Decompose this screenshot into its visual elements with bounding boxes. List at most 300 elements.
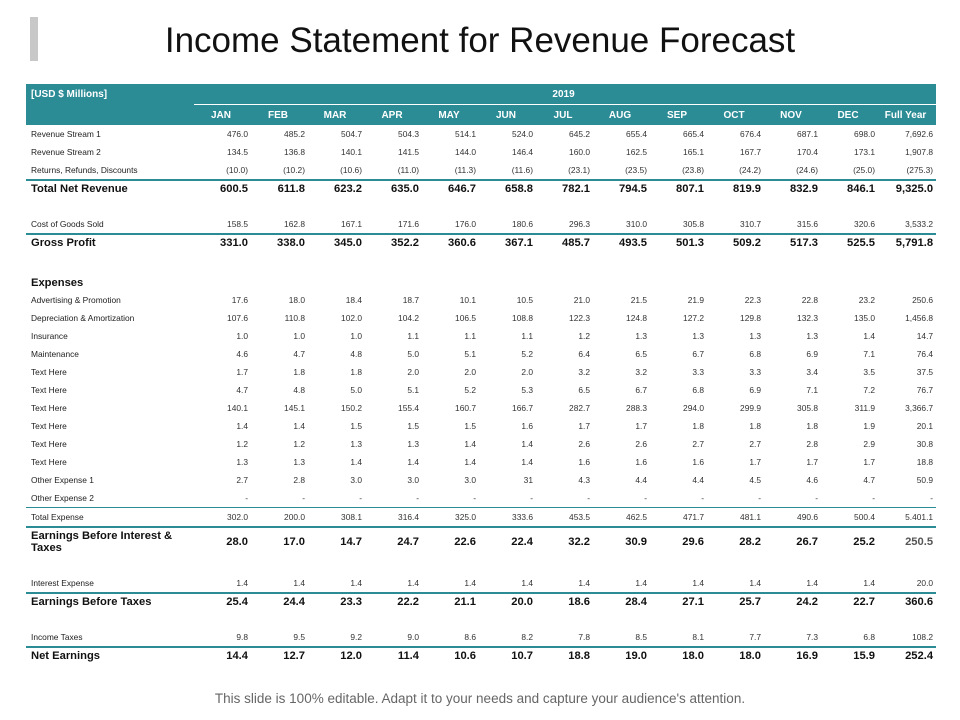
value-cell: 10.6 [422,647,479,664]
row-label: Text Here [31,457,67,467]
value-cell: 18.6 [536,593,593,610]
value-cell: 23.2 [858,295,875,305]
value-cell: 136.8 [284,147,305,157]
column-header: JUN [479,105,536,126]
value-cell: 471.7 [650,508,707,528]
value-cell: 3.5 [863,367,875,377]
value-cell: 29.6 [650,527,707,556]
value-cell: 30.8 [916,439,934,449]
row-label: Depreciation & Amortization [31,313,135,323]
row-label: Text Here [31,403,67,413]
column-header: MAY [422,105,479,126]
value-cell: 18.0 [707,647,764,664]
row-label: Text Here [31,421,67,431]
value-cell: 1.2 [236,439,248,449]
value-cell: 5.1 [407,385,419,395]
value-cell: 6.9 [749,385,761,395]
value-cell: 1.4 [464,439,476,449]
total-row [26,593,936,610]
value-cell: 331.0 [194,234,251,251]
value-cell: 481.1 [707,508,764,528]
value-cell: 476.0 [227,129,248,139]
table-row [26,291,936,309]
value-cell: 504.3 [398,129,419,139]
value-cell: - [245,493,248,503]
value-cell: 28.2 [707,527,764,556]
row-label: Advertising & Promotion [31,295,121,305]
spacer-row [26,610,936,628]
value-cell: 1.4 [863,578,875,588]
spacer-row [26,556,936,574]
row-label: Other Expense 2 [31,493,94,503]
table-row [26,215,936,234]
value-cell: (24.2) [739,165,761,175]
column-header: Full Year [878,105,936,126]
value-cell: 25.7 [707,593,764,610]
section-header-row [26,267,936,291]
value-cell: 180.6 [512,219,533,229]
row-label: Cost of Goods Sold [31,219,104,229]
value-cell: 146.4 [512,147,533,157]
value-cell: 1.3 [806,331,818,341]
row-label: Text Here [31,439,67,449]
value-cell: 315.6 [797,219,818,229]
value-cell: 32.2 [536,527,593,556]
value-cell: 1.3 [350,439,362,449]
value-cell: 9.8 [236,632,248,642]
value-cell: 6.5 [635,349,647,359]
value-cell: 3.3 [692,367,704,377]
value-cell: 5.1 [464,349,476,359]
value-cell: 623.2 [308,180,365,197]
value-cell: 24.4 [251,593,308,610]
value-cell: 21.0 [573,295,590,305]
value-cell: - [302,493,305,503]
value-cell: 5.2 [521,349,533,359]
spacer-cell [26,610,936,628]
value-cell: 1.9 [863,421,875,431]
value-cell: 310.0 [626,219,647,229]
table-row [26,143,936,161]
value-cell: 600.5 [194,180,251,197]
value-cell: 28.0 [194,527,251,556]
value-cell: 1,907.8 [905,147,934,157]
value-cell: 162.5 [626,147,647,157]
value-cell: 21.9 [687,295,704,305]
value-cell: 16.9 [764,647,821,664]
value-cell: 305.8 [797,403,818,413]
value-cell: 1.4 [407,578,419,588]
value-cell: 832.9 [764,180,821,197]
value-cell: (23.5) [625,165,647,175]
value-cell: 1.8 [806,421,818,431]
footer-note: This slide is 100% editable. Adapt it to your needs and capture your audience's attention. [214,691,746,706]
value-cell: 22.2 [365,593,422,610]
value-cell: 200.0 [251,508,308,528]
value-cell: 129.8 [740,313,761,323]
value-cell: 4.4 [635,475,647,485]
value-cell: 6.4 [578,349,590,359]
table-row [26,435,936,453]
value-cell: 299.9 [740,403,761,413]
total-row [26,647,936,664]
row-label: Maintenance [31,349,79,359]
value-cell: 22.6 [422,527,479,556]
header-row-year [26,84,936,105]
value-cell: 316.4 [365,508,422,528]
value-cell: 140.1 [341,147,362,157]
value-cell: 1.4 [863,331,875,341]
value-cell: (24.6) [796,165,818,175]
value-cell: 1.4 [521,457,533,467]
value-cell: 367.1 [479,234,536,251]
table-row [26,453,936,471]
value-cell: 6.8 [749,349,761,359]
value-cell: 1.8 [749,421,761,431]
value-cell: 30.9 [593,527,650,556]
value-cell: 1.3 [692,331,704,341]
value-cell: 1.3 [293,457,305,467]
row-label: Earnings Before Taxes [26,593,194,610]
value-cell: 1.4 [293,421,305,431]
value-cell: 1.6 [521,421,533,431]
value-cell: 501.3 [650,234,707,251]
value-cell: 3.3 [749,367,761,377]
value-cell: 8.1 [692,632,704,642]
value-cell: 127.2 [683,313,704,323]
value-cell: 150.2 [341,403,362,413]
table-row [26,363,936,381]
spacer-row [26,251,936,267]
value-cell: 320.6 [854,219,875,229]
column-header: DEC [821,105,878,126]
value-cell: 21.1 [422,593,479,610]
value-cell: 106.5 [455,313,476,323]
value-cell: - [587,493,590,503]
value-cell: 22.3 [744,295,761,305]
value-cell: 635.0 [365,180,422,197]
value-cell: 108.2 [912,632,934,642]
value-cell: 4.7 [236,385,248,395]
value-cell: - [530,493,533,503]
value-cell: 20.0 [916,578,934,588]
header-row-months [26,105,936,126]
value-cell: 665.4 [683,129,704,139]
value-cell: 517.3 [764,234,821,251]
value-cell: 1.5 [464,421,476,431]
value-cell: 25.4 [194,593,251,610]
value-cell: 311.9 [854,403,875,413]
spacer-row [26,197,936,215]
value-cell: - [758,493,761,503]
value-cell: 23.3 [308,593,365,610]
column-header: SEP [650,105,707,126]
value-cell: 28.4 [593,593,650,610]
value-cell: 10.7 [479,647,536,664]
value-cell: 698.0 [854,129,875,139]
value-cell: 19.0 [593,647,650,664]
value-cell: 676.4 [740,129,761,139]
value-cell: (10.2) [283,165,305,175]
value-cell: 1.4 [350,578,362,588]
value-cell: 14.7 [916,331,934,341]
value-cell: 1.4 [464,457,476,467]
row-label: Earnings Before Interest & Taxes [26,527,194,556]
value-cell: 3.0 [464,475,476,485]
value-cell: - [872,493,875,503]
table-row [26,381,936,399]
value-cell: 160.7 [455,403,476,413]
value-cell: 1.7 [806,457,818,467]
page-title: Income Statement for Revenue Forecast [164,21,796,60]
value-cell: 9.5 [293,632,305,642]
column-header: JAN [194,105,251,126]
value-cell: 170.4 [797,147,818,157]
row-label: Interest Expense [31,578,94,588]
value-cell: 490.6 [764,508,821,528]
value-cell: 658.8 [479,180,536,197]
value-cell: 296.3 [569,219,590,229]
value-cell: 1,456.8 [905,313,934,323]
value-cell: 611.8 [251,180,308,197]
value-cell: 37.5 [916,367,934,377]
value-cell: 9.0 [407,632,419,642]
value-cell: 2.6 [578,439,590,449]
value-cell: 819.9 [707,180,764,197]
row-label: Revenue Stream 2 [31,147,101,157]
value-cell: 14.4 [194,647,251,664]
value-cell: 250.6 [912,295,934,305]
value-cell: 5.3 [521,385,533,395]
value-cell: 165.1 [683,147,704,157]
value-cell: (11.3) [454,165,476,175]
value-cell: 24.2 [764,593,821,610]
value-cell: 8.6 [464,632,476,642]
table-row [26,161,936,180]
value-cell: 687.1 [797,129,818,139]
value-cell: 18.8 [536,647,593,664]
value-cell: 104.2 [398,313,419,323]
value-cell: 1.5 [407,421,419,431]
value-cell: 6.5 [578,385,590,395]
value-cell: 1.6 [578,457,590,467]
value-cell: 1.4 [692,578,704,588]
value-cell: 162.8 [284,219,305,229]
column-header: AUG [593,105,650,126]
value-cell: 1.5 [350,421,362,431]
section-header: Expenses [31,277,84,289]
value-cell: 2.9 [863,439,875,449]
value-cell: 3.4 [806,367,818,377]
value-cell: 3.0 [407,475,419,485]
value-cell: 5.2 [464,385,476,395]
value-cell: 107.6 [227,313,248,323]
value-cell: 2.0 [521,367,533,377]
value-cell: 1.0 [293,331,305,341]
value-cell: 11.4 [365,647,422,664]
value-cell: 1.3 [236,457,248,467]
value-cell: 3.0 [350,475,362,485]
value-cell: 22.8 [801,295,818,305]
value-cell: 26.7 [764,527,821,556]
total-row [26,180,936,197]
total-row [26,527,936,556]
value-cell: 1.4 [236,421,248,431]
value-cell: 846.1 [821,180,878,197]
value-cell: 1.8 [350,367,362,377]
value-cell: 655.4 [626,129,647,139]
value-cell: 525.5 [821,234,878,251]
value-cell: 2.7 [749,439,761,449]
value-cell: 500.4 [821,508,878,528]
column-header: OCT [707,105,764,126]
value-cell: 1.8 [692,421,704,431]
value-cell: 2.0 [464,367,476,377]
value-cell: 1.0 [350,331,362,341]
value-cell: 453.5 [536,508,593,528]
value-cell: 1.1 [521,331,533,341]
value-cell: 4.7 [863,475,875,485]
value-cell: 102.0 [341,313,362,323]
value-cell: 7.7 [749,632,761,642]
value-cell: 158.5 [227,219,248,229]
row-label: Net Earnings [26,647,194,664]
value-cell: 360.6 [422,234,479,251]
value-cell: (10.6) [340,165,362,175]
value-cell: 360.6 [878,593,936,610]
value-cell: 5.0 [350,385,362,395]
value-cell: 20.0 [479,593,536,610]
value-cell: 4.5 [749,475,761,485]
value-cell: - [815,493,818,503]
value-cell: - [930,493,934,503]
value-cell: 10.1 [459,295,476,305]
value-cell: 166.7 [512,403,533,413]
row-label: Insurance [31,331,68,341]
value-cell: (11.6) [511,165,533,175]
column-header: MAR [308,105,365,126]
income-statement-table [26,84,936,664]
value-cell: (25.0) [853,165,875,175]
value-cell: 122.3 [569,313,590,323]
table-row [26,628,936,647]
value-cell: 645.2 [569,129,590,139]
row-label: Total Expense [26,508,194,528]
value-cell: 646.7 [422,180,479,197]
value-cell: 514.1 [455,129,476,139]
value-cell: 140.1 [227,403,248,413]
value-cell: 250.5 [878,527,936,556]
value-cell: 1.3 [407,439,419,449]
value-cell: 1.4 [521,578,533,588]
spacer-cell [26,251,936,267]
value-cell: 18.0 [650,647,707,664]
value-cell: 14.7 [308,527,365,556]
table-row [26,309,936,327]
value-cell: 504.7 [341,129,362,139]
value-cell: 8.5 [635,632,647,642]
income-statement-table-wrap [26,84,936,664]
value-cell: 294.0 [683,403,704,413]
value-cell: 167.7 [740,147,761,157]
value-cell: 1.4 [464,578,476,588]
row-label: Income Taxes [31,632,83,642]
value-cell: 4.3 [578,475,590,485]
value-cell: 155.4 [398,403,419,413]
value-cell: 1.1 [464,331,476,341]
value-cell: 485.7 [536,234,593,251]
value-cell: 10.5 [516,295,533,305]
table-row [26,574,936,593]
value-cell: 144.0 [455,147,476,157]
value-cell: 3,533.2 [905,219,934,229]
value-cell: 1.6 [635,457,647,467]
value-cell: 509.2 [707,234,764,251]
value-cell: 1.3 [635,331,647,341]
value-cell: 1.0 [236,331,248,341]
value-cell: 1.4 [806,578,818,588]
value-cell: 1.7 [749,457,761,467]
value-cell: 5.0 [407,349,419,359]
value-cell: 135.0 [854,313,875,323]
value-cell: 333.6 [479,508,536,528]
value-cell: 1.7 [236,367,248,377]
value-cell: 50.9 [916,475,934,485]
value-cell: 4.4 [692,475,704,485]
column-header: JUL [536,105,593,126]
value-cell: 4.8 [350,349,362,359]
value-cell: 1.4 [350,457,362,467]
value-cell: 76.7 [916,385,934,395]
value-cell: 22.7 [821,593,878,610]
table-row [26,327,936,345]
value-cell: 167.1 [341,219,362,229]
value-cell: 7.3 [806,632,818,642]
value-cell: 4.8 [293,385,305,395]
value-cell: 1.1 [407,331,419,341]
value-cell: - [416,493,419,503]
value-cell: - [359,493,362,503]
value-cell: 485.2 [284,129,305,139]
value-cell: 3.2 [578,367,590,377]
value-cell: 110.8 [284,313,305,323]
value-cell: - [644,493,647,503]
value-cell: 352.2 [365,234,422,251]
value-cell: 1.7 [863,457,875,467]
value-cell: 31 [523,475,533,485]
value-cell: - [473,493,476,503]
value-cell: 6.7 [692,349,704,359]
value-cell: 4.7 [293,349,305,359]
row-label: Returns, Refunds, Discounts [31,165,138,175]
value-cell: (275.3) [906,165,934,175]
value-cell: 2.8 [806,439,818,449]
value-cell: 325.0 [422,508,479,528]
value-cell: 1.2 [578,331,590,341]
value-cell: 3,366.7 [905,403,934,413]
value-cell: 1.4 [293,578,305,588]
table-row [26,345,936,363]
value-cell: (23.8) [682,165,704,175]
value-cell: 24.7 [365,527,422,556]
row-label: Text Here [31,367,67,377]
value-cell: 21.5 [630,295,647,305]
value-cell: 524.0 [512,129,533,139]
column-header: FEB [251,105,308,126]
value-cell: 794.5 [593,180,650,197]
value-cell: 8.2 [521,632,533,642]
value-cell: 782.1 [536,180,593,197]
